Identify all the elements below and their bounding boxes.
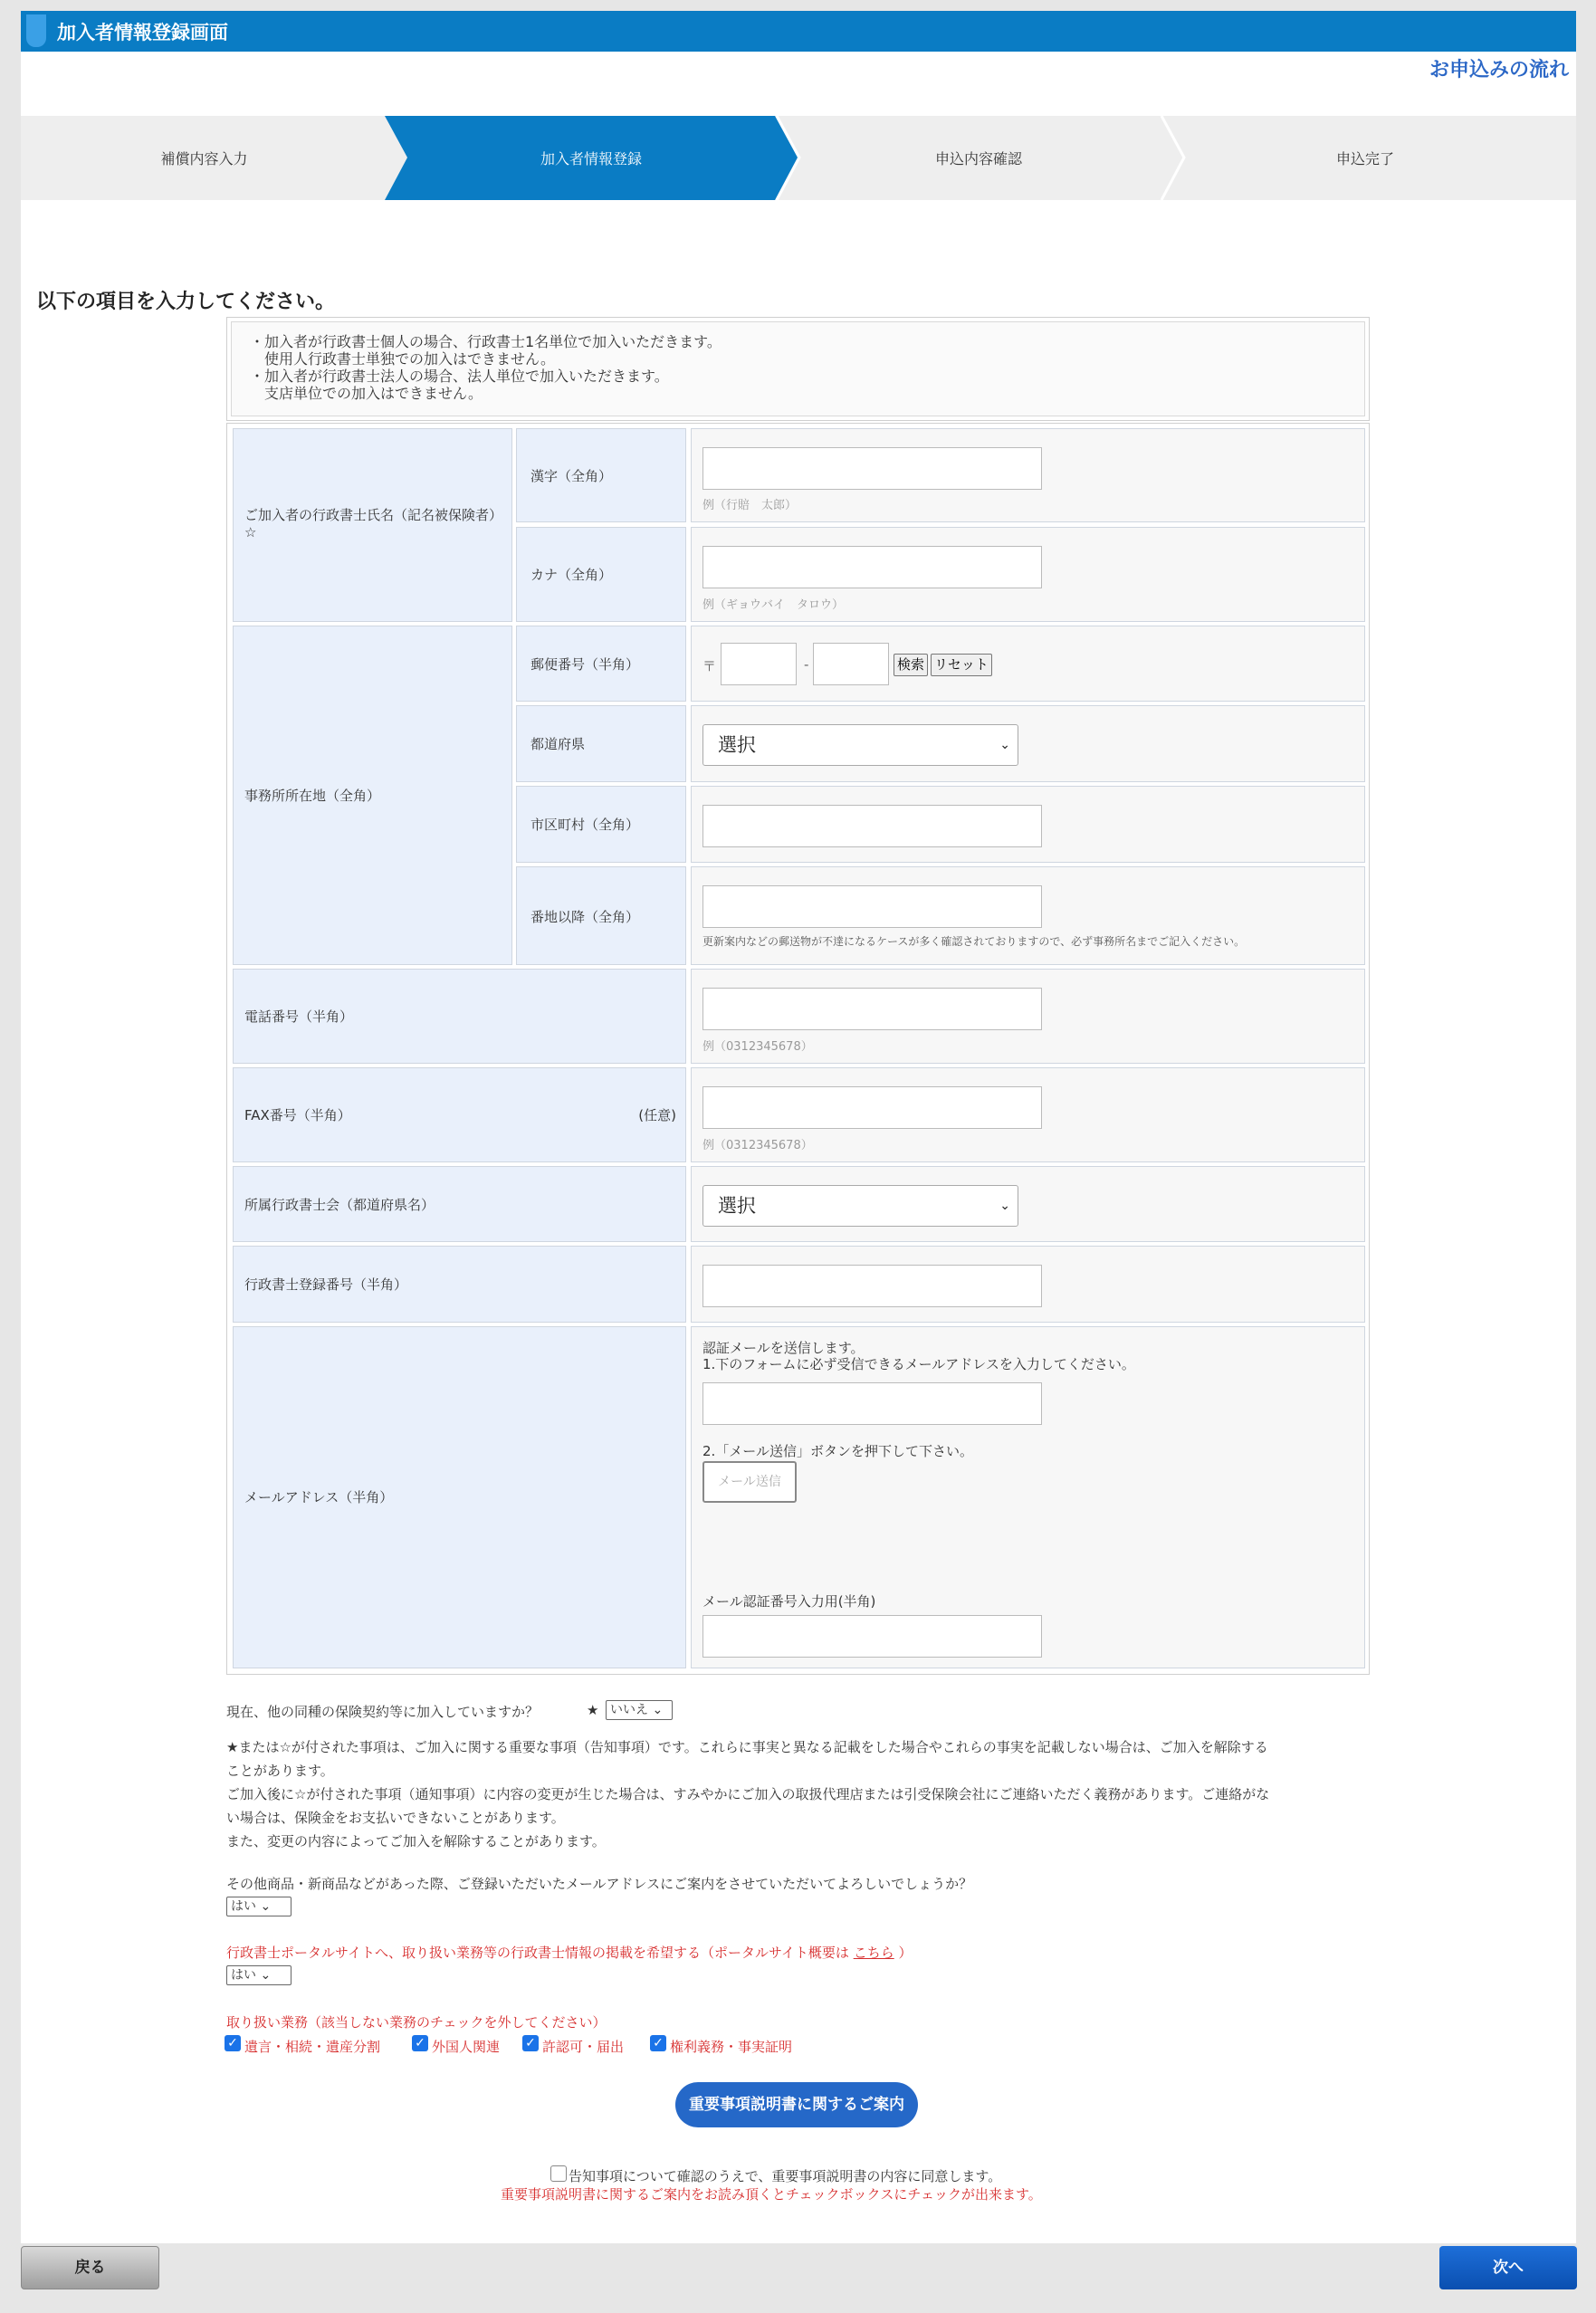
step-divider — [1161, 116, 1184, 200]
fax-value-cell — [691, 1067, 1365, 1162]
street-label-cell: 番地以降（全角） — [516, 866, 686, 965]
pref-value-cell — [691, 705, 1365, 782]
assoc-value-cell — [691, 1166, 1365, 1242]
important-matters-button[interactable]: 重要事項説明書に関するご案内 — [675, 2082, 918, 2127]
kanji-label-cell: 漢字（全角） — [516, 428, 686, 522]
street-value-cell — [691, 866, 1365, 965]
postal-label-cell: 郵便番号（半角） — [516, 626, 686, 702]
back-button[interactable]: 戻る — [21, 2246, 159, 2289]
email-instruction-1: 認証メールを送信します。 — [702, 1340, 865, 1356]
regno-value-cell — [691, 1246, 1365, 1323]
kana-example: 例（ギョウバイ タロウ） — [702, 598, 845, 612]
email-code-input[interactable] — [702, 1615, 1042, 1658]
fax-example: 例（0312345678） — [702, 1139, 813, 1152]
service-checkbox-3[interactable]: ✓ — [522, 2035, 539, 2051]
services-title: 取り扱い業務（該当しない業務のチェックを外してください） — [226, 2014, 607, 2031]
step-2-active: 加入者情報登録 — [540, 150, 642, 167]
fax-input[interactable] — [702, 1086, 1042, 1129]
city-label-cell: 市区町村（全角） — [516, 786, 686, 863]
disclosure-line: ご加入後に☆が付された事項（通知事項）に内容の変更が生じた場合は、すみやかにご加入の取扱代理店または引受保険会社にご連絡いただく義務があります。ご連絡がな — [226, 1786, 1270, 1802]
kana-value-cell — [691, 527, 1365, 622]
phone-label-cell: 電話番号（半角） — [233, 969, 686, 1064]
service-label-3: 許認可・届出 — [542, 2039, 625, 2055]
application-flow-link[interactable]: お申込みの流れ — [1429, 59, 1569, 81]
fax-label-cell: FAX番号（半角） (任意) — [233, 1067, 686, 1162]
newsletter-select[interactable]: はい ⌄ — [226, 1897, 291, 1916]
postal-value-cell — [691, 626, 1365, 702]
step-3: 申込内容確認 — [934, 150, 1022, 167]
page-title: 加入者情報登録画面 — [57, 22, 228, 43]
kana-label-cell: カナ（全角） — [516, 527, 686, 622]
city-input[interactable] — [702, 805, 1042, 847]
postal-reset-button[interactable]: リセット — [931, 654, 992, 676]
service-checkbox-2[interactable]: ✓ — [412, 2035, 428, 2051]
registration-number-input[interactable] — [702, 1265, 1042, 1307]
postal-mark: 〒 — [702, 658, 717, 674]
chevron-down-icon: ⌄ — [999, 738, 1010, 752]
postal-code-second-input[interactable] — [813, 643, 889, 685]
send-email-button[interactable]: メール送信 — [702, 1461, 797, 1503]
other-insurance-question: 現在、他の同種の保険契約等に加入していますか？ — [226, 1704, 540, 1720]
portal-link[interactable]: こちら — [853, 1945, 894, 1961]
portal-question-text: 行政書士ポータルサイトへ、取り扱い業務等の行政書士情報の掲載を希望する（ポータルサイト概要は — [226, 1945, 854, 1961]
service-label-1: 遺言・相続・遺産分割 — [244, 2039, 381, 2055]
street-input[interactable] — [702, 885, 1042, 928]
service-label-4: 権利義務・事実証明 — [670, 2039, 793, 2055]
prefecture-select[interactable]: 選択 ⌄ — [702, 724, 1018, 766]
email-code-label: メール認証番号入力用(半角) — [702, 1593, 876, 1610]
newsletter-question: その他商品・新商品などがあった際、ご登録いただいたメールアドレスにご案内をさせていただいてよろしいでしょうか？ — [226, 1876, 973, 1892]
agree-text: 告知事項について確認のうえで、重要事項説明書の内容に同意します。 — [569, 2168, 1002, 2184]
fax-optional: (任意) — [638, 1107, 676, 1123]
next-button[interactable]: 次へ — [1439, 2246, 1577, 2289]
step-indicator — [21, 116, 1576, 200]
email-label-cell: メールアドレス（半角） — [233, 1326, 686, 1668]
phone-example: 例（0312345678） — [702, 1040, 813, 1054]
title-bar — [21, 11, 1576, 52]
notice-line: ・加入者が行政書士個人の場合、行政書士1名単位で加入いただきます。 — [250, 333, 722, 350]
portal-question-close: ） — [894, 1945, 913, 1961]
notice-line: 使用人行政書士単独での加入はできません。 — [250, 350, 555, 368]
kanji-value-cell — [691, 428, 1365, 522]
service-checkbox-4[interactable]: ✓ — [650, 2035, 666, 2051]
street-note: 更新案内などの郵送物が不達になるケースが多く確認されておりますので、必ず事務所名までご記入ください。 — [702, 935, 1246, 948]
other-insurance-select[interactable]: いいえ ⌄ — [606, 1700, 673, 1720]
email-value-cell — [691, 1326, 1365, 1668]
email-instruction-3: 2.「メール送信」ボタンを押下して下さい。 — [702, 1443, 974, 1459]
form-instruction: 以下の項目を入力してください。 — [36, 291, 336, 313]
notice-line: 支店単位での加入はできません。 — [250, 385, 483, 402]
disclosure-line: また、変更の内容によってご加入を解除することがあります。 — [226, 1833, 606, 1849]
postal-code-first-input[interactable] — [721, 643, 797, 685]
agree-checkbox[interactable] — [550, 2165, 567, 2182]
footer-bar — [0, 2243, 1596, 2313]
email-instruction-2: 1.下のフォームに必ず受信できるメールアドレスを入力してください。 — [702, 1356, 1135, 1372]
disclosure-line: ことがあります。 — [226, 1763, 334, 1779]
association-select[interactable]: 選択 ⌄ — [702, 1185, 1018, 1227]
service-checkbox-1[interactable]: ✓ — [225, 2035, 241, 2051]
disclosure-line: ★または☆が付された事項は、ご加入に関する重要な事項（告知事項）です。これらに事実と異なる記載をした場合やこれらの事実を記載しない場合は、ご加入を解除する — [226, 1739, 1268, 1755]
postal-search-button[interactable]: 検索 — [894, 654, 928, 676]
bookmark-icon — [26, 14, 46, 47]
kana-name-input[interactable] — [702, 546, 1042, 588]
required-star: ★ — [587, 1702, 599, 1718]
disclosure-line: い場合は、保険金をお支払いできないことがあります。 — [226, 1810, 565, 1826]
registration-form — [226, 423, 1370, 1675]
step-4: 申込完了 — [1335, 150, 1394, 167]
service-label-2: 外国人関連 — [432, 2039, 501, 2055]
kanji-name-input[interactable] — [702, 447, 1042, 490]
agree-note: 重要事項説明書に関するご案内をお読み頂くとチェックボックスにチェックが出来ます。 — [501, 2186, 1042, 2203]
disclosure-text — [226, 1735, 1376, 1853]
postal-dash: - — [804, 656, 809, 673]
step-1: 補償内容入力 — [160, 150, 248, 167]
portal-select[interactable]: はい ⌄ — [226, 1965, 291, 1985]
name-group-label: ご加入者の行政書士氏名（記名被保険者）☆ — [233, 428, 512, 622]
notice-box — [226, 317, 1370, 421]
address-group-label: 事務所所在地（全角） — [233, 626, 512, 965]
city-value-cell — [691, 786, 1365, 863]
email-input[interactable] — [702, 1382, 1042, 1425]
pref-label-cell: 都道府県 — [516, 705, 686, 782]
regno-label-cell: 行政書士登録番号（半角） — [233, 1246, 686, 1323]
chevron-down-icon: ⌄ — [999, 1199, 1010, 1213]
kanji-example: 例（行賠 太郎） — [702, 499, 798, 512]
notice-line: ・加入者が行政書士法人の場合、法人単位で加入いただきます。 — [250, 368, 669, 385]
portal-question — [226, 1943, 912, 1962]
phone-value-cell — [691, 969, 1365, 1064]
phone-input[interactable] — [702, 988, 1042, 1030]
assoc-label-cell: 所属行政書士会（都道府県名） — [233, 1166, 686, 1242]
